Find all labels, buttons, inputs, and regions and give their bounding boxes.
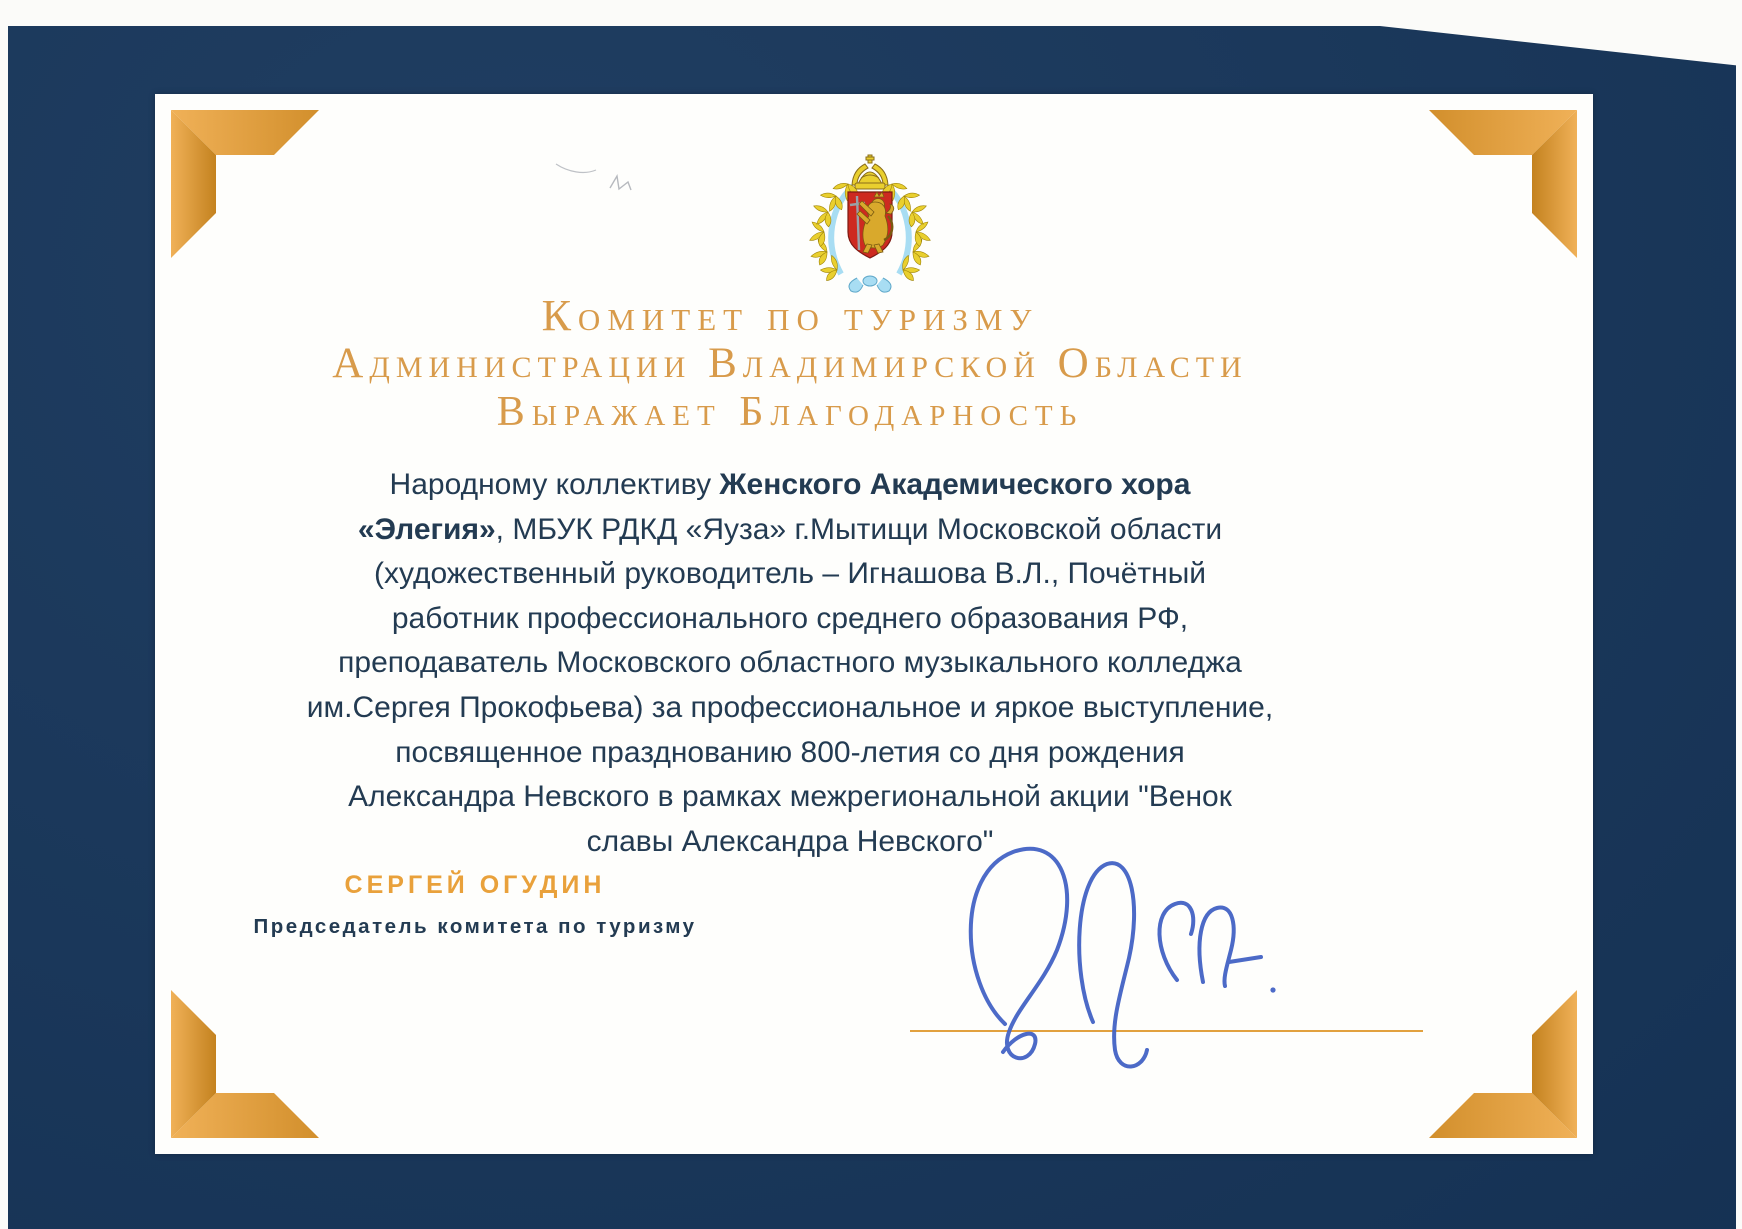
body-line: «Элегия», МБУК РДКД «Яуза» г.Мытищи Московской области: [357, 512, 1223, 546]
signatory-title: Председатель комитета по туризму: [253, 915, 697, 938]
certificate-sheet: [155, 94, 1593, 1154]
handwritten-signature: [945, 812, 1285, 1092]
body-line: Народному коллективу Женского Академического хора: [389, 468, 1191, 501]
body-line: славы Александра Невского": [586, 824, 994, 858]
issuer-heading: [165, 292, 1415, 436]
signatory-name: СЕРГЕЙ ОГУДИН: [344, 871, 606, 899]
gold-corner-ornament: [171, 990, 319, 1138]
issuer-line-1: Комитет по туризму: [541, 291, 1039, 340]
imperial-crown: [852, 155, 888, 189]
body-line: Александра Невского в рамках межрегиональной акции "Венок: [348, 780, 1232, 814]
gold-corner-ornament: [171, 110, 319, 258]
body-line: им.Сергея Прокофьева) за профессиональное и яркое выступление,: [306, 690, 1274, 724]
issuer-line-2: Администрации Владимирской Области: [332, 340, 1248, 387]
body-line: посвященное празднованию 800-летия со дня рождения: [395, 735, 1185, 769]
gold-corner-ornament: [1429, 990, 1577, 1138]
body-line: работник профессионального среднего образования РФ,: [391, 601, 1189, 635]
body-line: преподаватель Московского областного музыкального колледжа: [338, 646, 1242, 680]
coat-of-arms-vladimir-oblast: [795, 150, 945, 300]
pen-scratch-mark: [552, 142, 662, 212]
recognition-text: [215, 463, 1365, 864]
body-line: (художественный руководитель – Игнашова В.Л., Почётный: [373, 557, 1207, 591]
gold-corner-ornament: [1429, 110, 1577, 258]
gratitude-statement: Выражает Благодарность: [496, 389, 1084, 435]
signatory-block: [165, 871, 785, 939]
